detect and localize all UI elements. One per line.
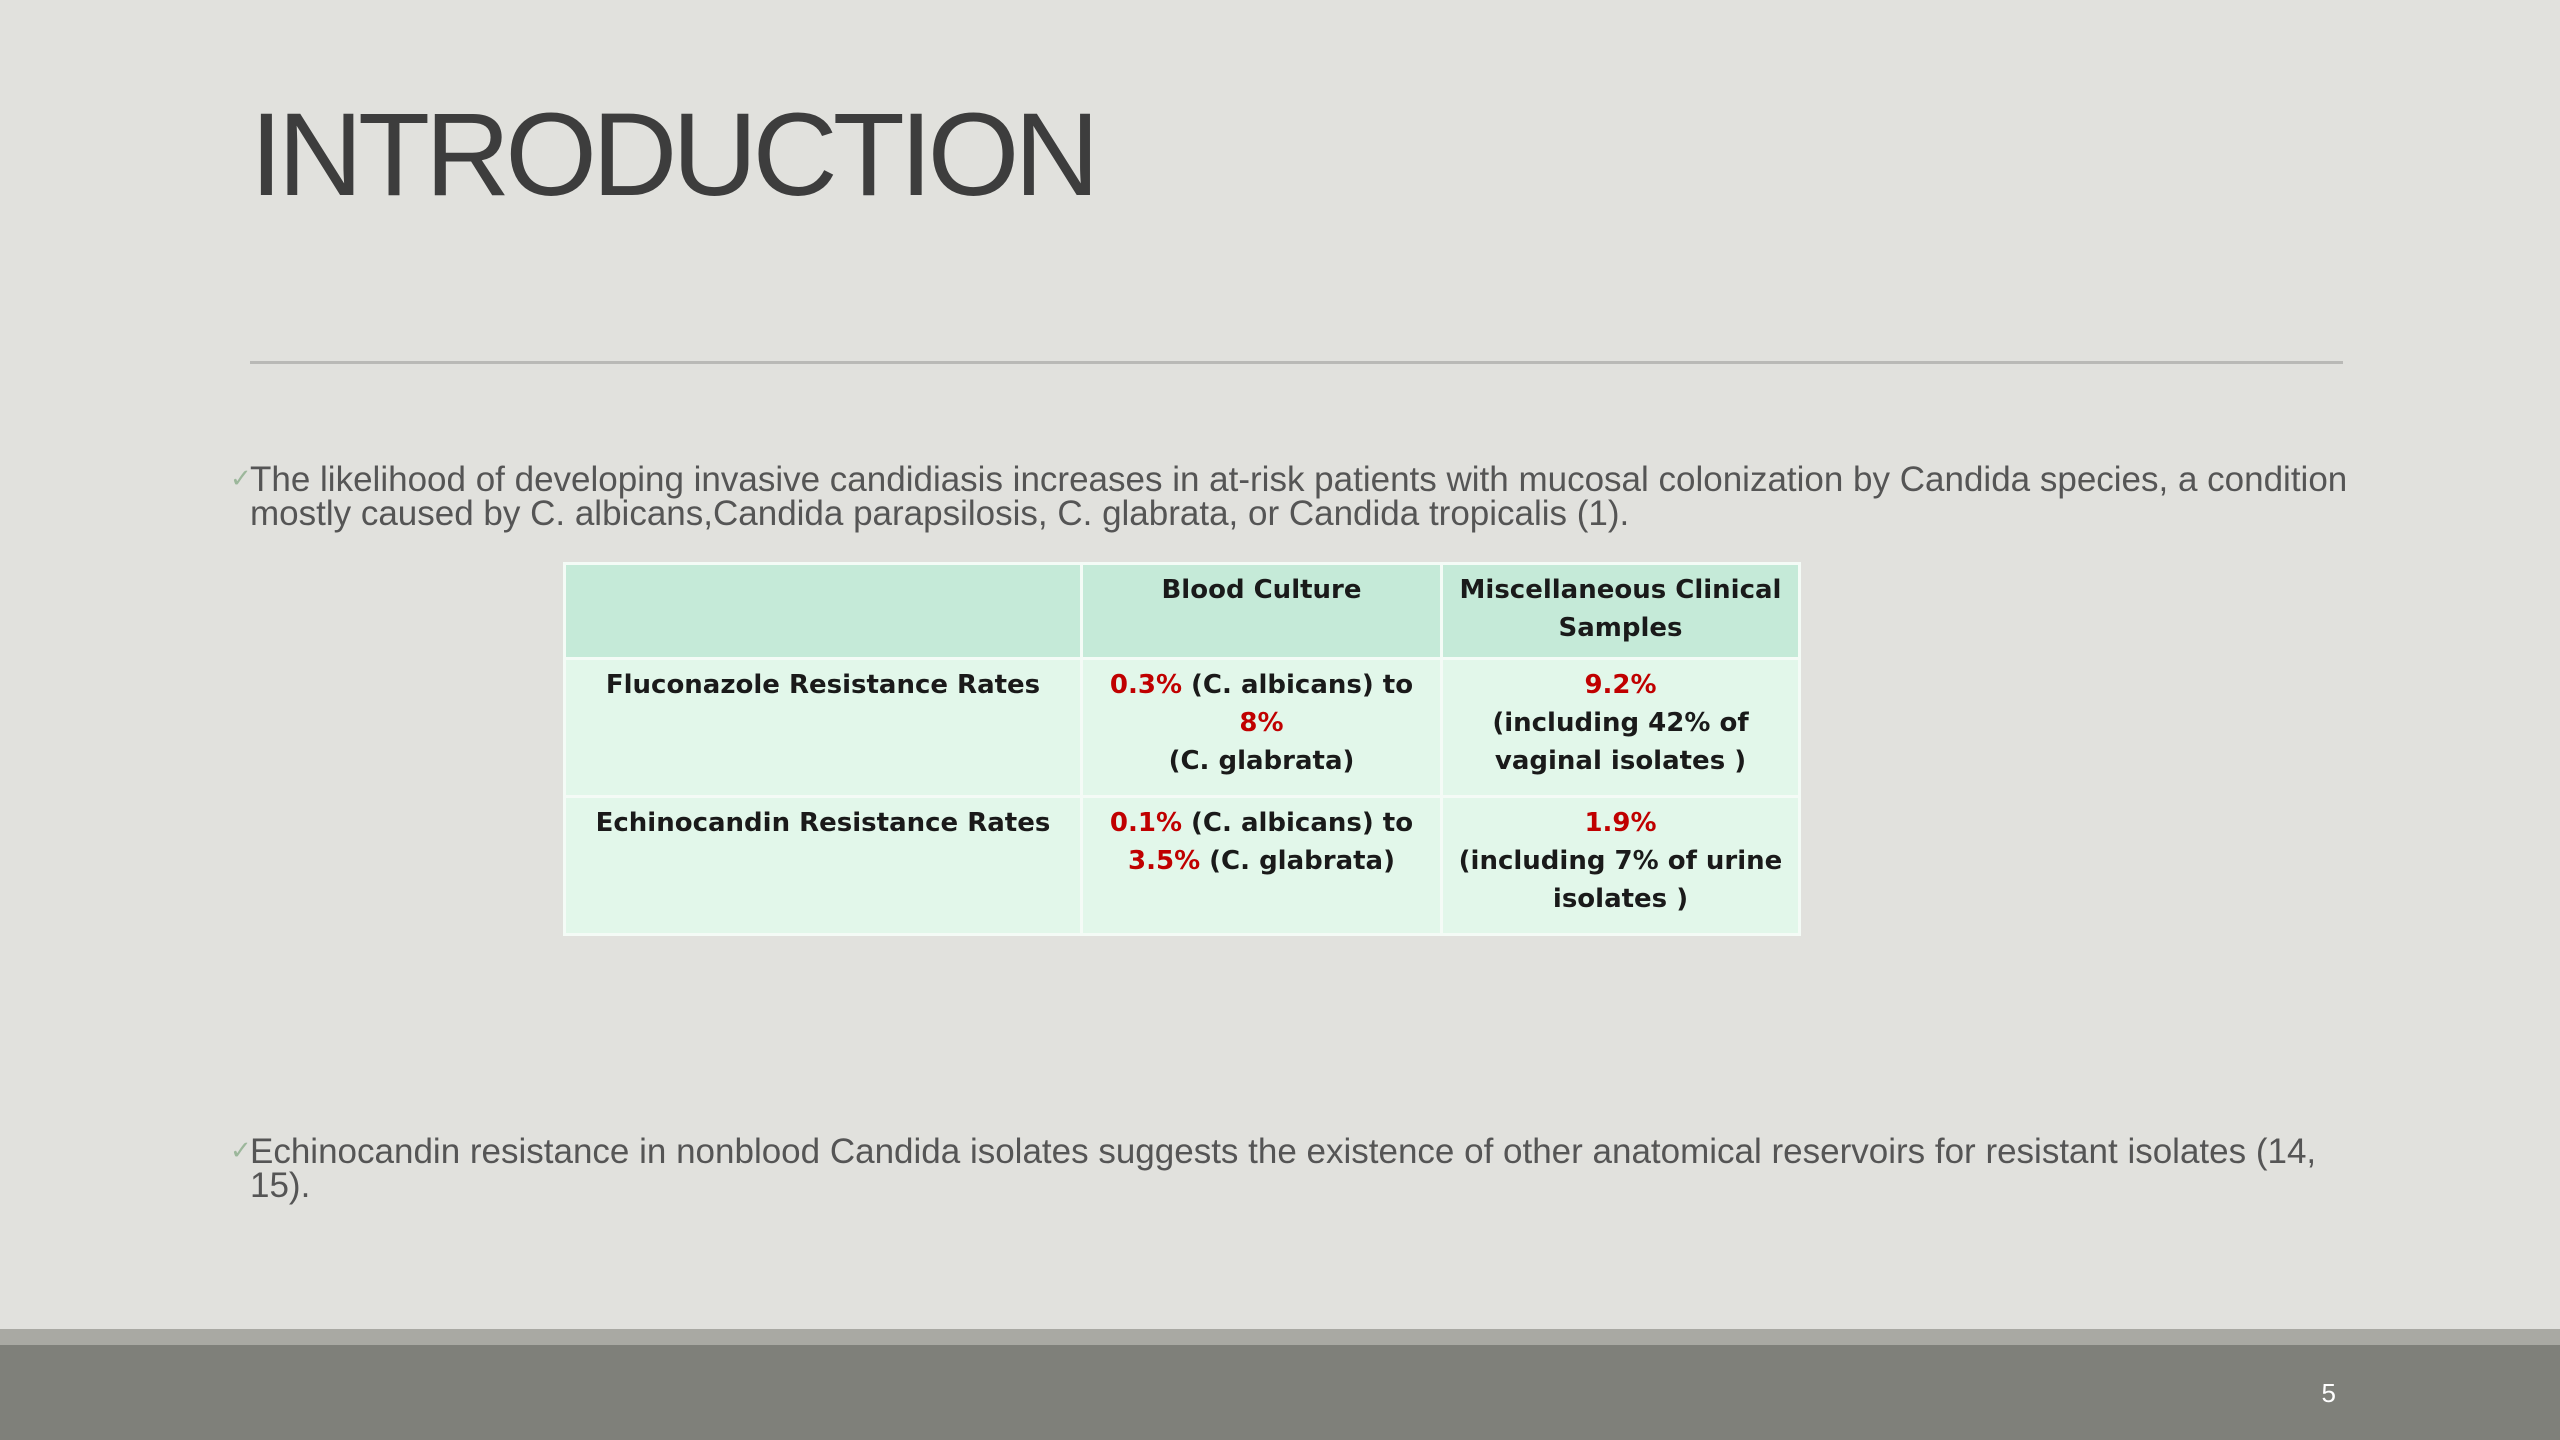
check-icon: ✓ [230, 463, 252, 493]
row-label: Echinocandin Resistance Rates [565, 797, 1082, 935]
table-row [565, 659, 1800, 797]
bullet-item [230, 460, 2350, 533]
species-text: (C. glabrata) [1200, 846, 1395, 876]
bullet-text: The likelihood of developing invasive candidiasis increases in at-risk patients with mucosal colonization by Candida species, a condition mostly caused by C. albicans,Candida parapsilosis, C. glabrata, or Candida tropicalis (1). [250, 460, 2348, 533]
bullet-text: Echinocandin resistance in nonblood Candida isolates suggests the existence of other anatomical reservoirs for resistant isolates (14, 15). [250, 1132, 2317, 1205]
blood-culture-cell [1082, 797, 1442, 935]
resistance-table [563, 562, 1801, 936]
blood-culture-cell [1082, 659, 1442, 797]
table-header-cell: Miscellaneous Clinical Samples [1442, 564, 1800, 659]
rate-value: 0.3% [1109, 670, 1182, 700]
title-divider [250, 361, 2343, 364]
table-row [565, 797, 1800, 935]
species-text: (C. albicans) to [1182, 808, 1414, 838]
misc-samples-cell [1442, 797, 1800, 935]
table-header-row [565, 564, 1800, 659]
page-number: 5 [2321, 1378, 2336, 1408]
species-text: (C. albicans) to [1182, 670, 1414, 700]
rate-value: 1.9% [1584, 808, 1657, 838]
slide-title: INTRODUCTION [250, 89, 1095, 221]
species-text: (C. glabrata) [1168, 746, 1355, 776]
footer-bar [0, 1345, 2560, 1440]
rate-note: (including 42% of vaginal isolates ) [1492, 708, 1749, 776]
rate-value: 9.2% [1584, 670, 1657, 700]
misc-samples-cell [1442, 659, 1800, 797]
table-header-cell [565, 564, 1082, 659]
check-icon: ✓ [230, 1135, 252, 1165]
table-header-cell: Blood Culture [1082, 564, 1442, 659]
rate-value: 3.5% [1128, 846, 1201, 876]
rate-note: (including 7% of urine isolates ) [1458, 846, 1783, 914]
footer-strip [0, 1329, 2560, 1345]
rate-value: 0.1% [1109, 808, 1182, 838]
rate-value: 8% [1239, 708, 1284, 738]
bullet-item [230, 1132, 2350, 1205]
row-label: Fluconazole Resistance Rates [565, 659, 1082, 797]
